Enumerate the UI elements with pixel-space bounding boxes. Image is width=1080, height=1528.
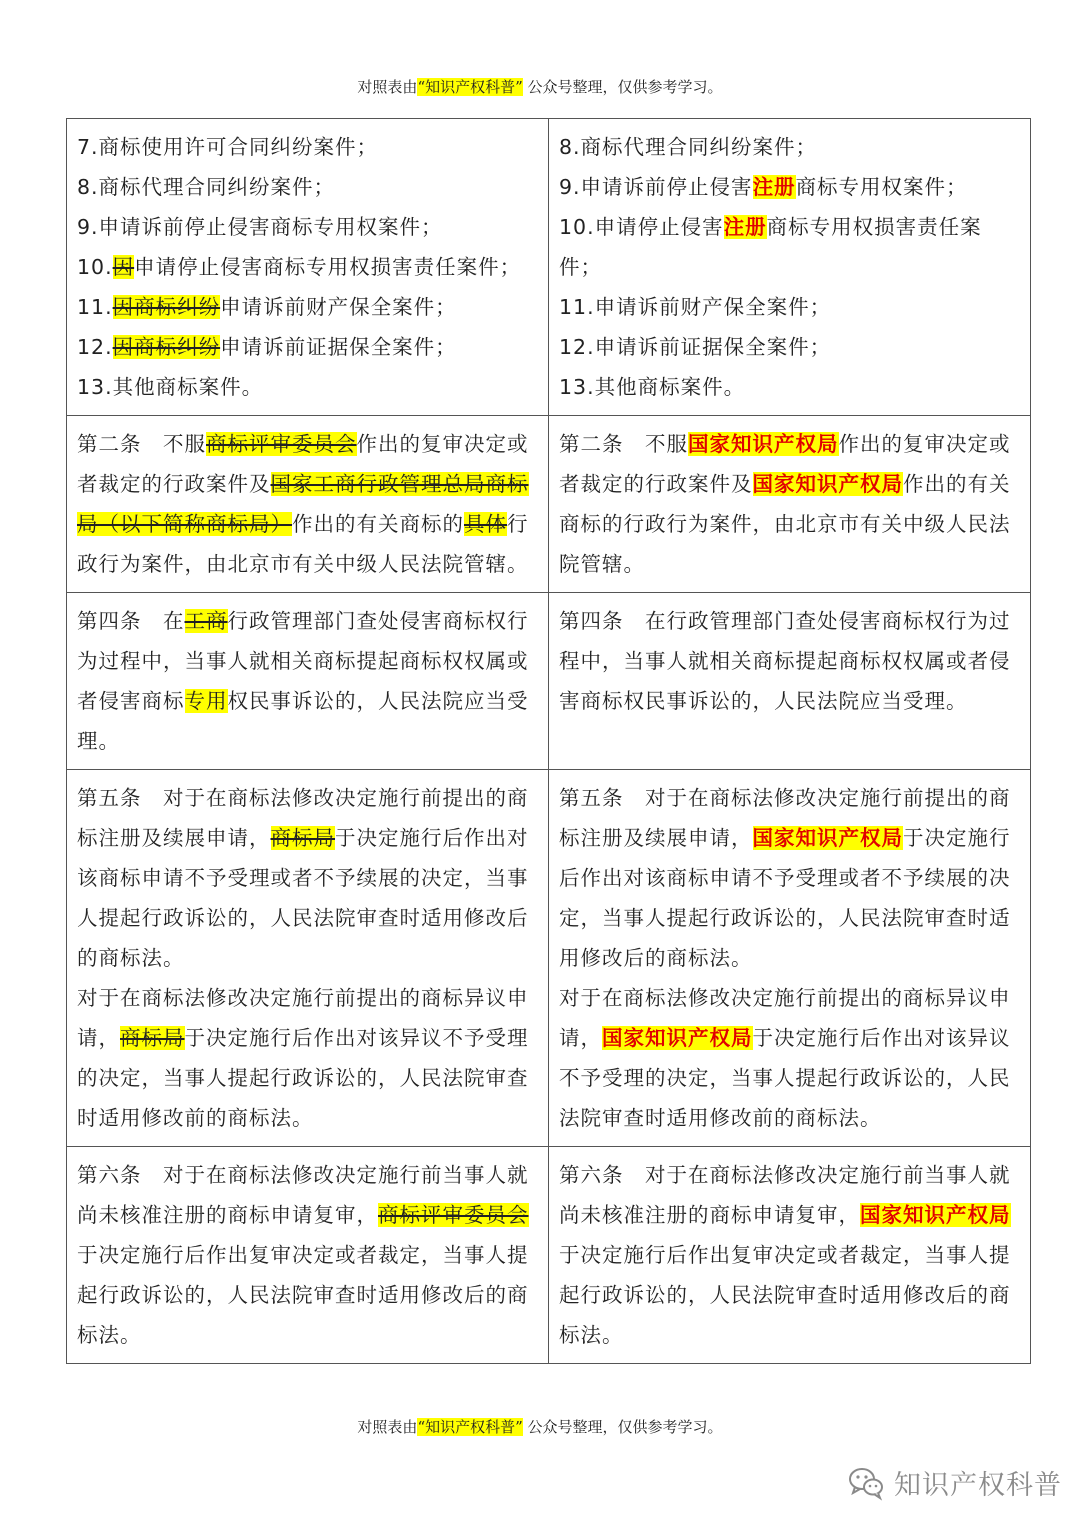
text-segment: 申请诉前财产保全案件；: [220, 295, 457, 319]
deleted-text: 商标局: [120, 1026, 185, 1050]
clause-paragraph: [77, 978, 538, 1138]
text-segment: 于决定施行后作出对该异议不予受理的决定，当事人提起行政诉讼的，人民法院审查时适用修改前的商标法。: [559, 1026, 1011, 1130]
text-segment: 对于在商标法修改决定施行前提出的商标异议申请，: [77, 986, 529, 1050]
clause-paragraph: [77, 1155, 538, 1355]
text-segment: 8.商标代理合同纠纷案件；: [559, 135, 818, 159]
new-text-cell: [549, 416, 1031, 593]
text-segment: 第四条 在: [77, 609, 185, 633]
page-footer: [0, 1416, 1080, 1437]
clause-paragraph: [77, 127, 538, 167]
clause-paragraph: [77, 424, 538, 584]
text-segment: 11.申请诉前财产保全案件；: [559, 295, 832, 319]
table-row: [67, 770, 1031, 1147]
text-segment: 10.申请停止侵害: [559, 215, 724, 239]
clause-paragraph: [559, 127, 1020, 167]
old-text-cell: [67, 1147, 549, 1364]
deleted-text: 具体: [464, 512, 507, 536]
old-text-cell: [67, 593, 549, 770]
deleted-text: 商标局: [270, 826, 335, 850]
text-segment: 9.申请诉前停止侵害: [559, 175, 753, 199]
clause-paragraph: [559, 978, 1020, 1138]
old-text-cell: [67, 119, 549, 416]
table-row: [67, 593, 1031, 770]
clause-paragraph: [77, 207, 538, 247]
text-segment: 第四条 在行政管理部门查处侵害商标权行为过程中，当事人就相关商标提起商标权权属或者侵害商标权民事诉讼的，人民法院应当受理。: [559, 609, 1011, 713]
clause-paragraph: [559, 167, 1020, 207]
text-segment: 第六条 对于在商标法修改决定施行前当事人就尚未核准注册的商标申请复审，: [559, 1163, 1011, 1227]
text-segment: 13.其他商标案件。: [77, 375, 264, 399]
footer-account-name: “知识产权科普”: [417, 1418, 523, 1436]
old-text-cell: [67, 416, 549, 593]
text-segment: 对于在商标法修改决定施行前提出的商标异议申请，: [559, 986, 1011, 1050]
deleted-text: 因商标纠纷: [112, 295, 221, 319]
text-segment: 行政行为案件，由北京市有关中级人民法院管辖。: [77, 512, 529, 576]
deleted-text: 商标评审委员会: [378, 1203, 529, 1227]
new-text-cell: [549, 1147, 1031, 1364]
text-segment: 第二条 不服: [559, 432, 688, 456]
clause-paragraph: [77, 167, 538, 207]
text-segment: 第五条 对于在商标法修改决定施行前提出的商标注册及续展申请，: [77, 786, 529, 850]
deleted-text: 商标评审委员会: [206, 432, 357, 456]
text-segment: 于决定施行后作出对该商标申请不予受理或者不予续展的决定，当事人提起行政诉讼的，人民法院审查时适用修改后的商标法。: [77, 826, 529, 970]
text-segment: 第六条 对于在商标法修改决定施行前当事人就尚未核准注册的商标申请复审，: [77, 1163, 529, 1227]
deleted-text: 国家工商行政管理总局商标局（以下简称商标局）: [77, 472, 529, 536]
clause-paragraph: [77, 247, 538, 287]
inserted-text: 国家知识产权局: [752, 826, 903, 850]
clause-paragraph: [77, 778, 538, 978]
text-segment: 于决定施行后作出复审决定或者裁定，当事人提起行政诉讼的，人民法院审查时适用修改后的商标法。: [77, 1243, 529, 1347]
table-row: [67, 119, 1031, 416]
highlighted-text: 专用: [184, 689, 228, 713]
text-segment: 7.商标使用许可合同纠纷案件；: [77, 135, 379, 159]
table-row: [67, 416, 1031, 593]
text-segment: 申请停止侵害商标专用权损害责任案件；: [134, 255, 522, 279]
text-segment: 11.: [77, 295, 113, 319]
text-segment: 商标专用权损害责任案件；: [559, 215, 982, 279]
old-text-cell: [67, 770, 549, 1147]
clause-paragraph: [559, 367, 1020, 407]
table-row: [67, 1147, 1031, 1364]
text-segment: 权民事诉讼的，人民法院应当受理。: [77, 689, 529, 753]
clause-paragraph: [559, 327, 1020, 367]
clause-paragraph: [77, 327, 538, 367]
inserted-text: 国家知识产权局: [602, 1026, 753, 1050]
text-segment: 作出的有关商标的行政行为案件，由北京市有关中级人民法院管辖。: [559, 472, 1011, 576]
watermark-text: 知识产权科普: [894, 1469, 1062, 1501]
deleted-text: 因: [112, 255, 135, 279]
text-segment: 13.其他商标案件。: [559, 375, 746, 399]
deleted-text: 工商: [184, 609, 228, 633]
header-account-name: “知识产权科普”: [417, 78, 523, 96]
header-pre: 对照表由: [357, 78, 418, 96]
text-segment: 12.申请诉前证据保全案件；: [559, 335, 832, 359]
text-segment: 作出的复审决定或者裁定的行政案件及: [77, 432, 529, 496]
text-segment: 作出的有关商标的: [292, 512, 464, 536]
inserted-text: 注册: [752, 175, 796, 199]
comparison-table: [66, 118, 1031, 1364]
clause-paragraph: [559, 778, 1020, 978]
inserted-text: 国家知识产权局: [860, 1203, 1011, 1227]
text-segment: 商标专用权案件；: [795, 175, 968, 199]
clause-paragraph: [559, 1155, 1020, 1355]
new-text-cell: [549, 593, 1031, 770]
deleted-text: 因商标纠纷: [112, 335, 221, 359]
clause-paragraph: [559, 424, 1020, 584]
clause-paragraph: [559, 207, 1020, 287]
clause-paragraph: [77, 287, 538, 327]
text-segment: 于决定施行后作出对该商标申请不予受理或者不予续展的决定，当事人提起行政诉讼的，人民法院审查时适用修改后的商标法。: [559, 826, 1011, 970]
text-segment: 行政管理部门查处侵害商标权行为过程中，当事人就相关商标提起商标权权属或者侵害商标: [77, 609, 529, 713]
text-segment: 第二条 不服: [77, 432, 206, 456]
header-post: 公众号整理，仅供参考学习。: [522, 78, 723, 96]
clause-paragraph: [77, 601, 538, 761]
text-segment: 12.: [77, 335, 113, 359]
text-segment: 第五条 对于在商标法修改决定施行前提出的商标注册及续展申请，: [559, 786, 1011, 850]
footer-post: 公众号整理，仅供参考学习。: [522, 1418, 723, 1436]
clause-paragraph: [559, 601, 1020, 721]
wechat-icon: [846, 1462, 886, 1502]
footer-pre: 对照表由: [357, 1418, 418, 1436]
text-segment: 于决定施行后作出复审决定或者裁定，当事人提起行政诉讼的，人民法院审查时适用修改后的商标法。: [559, 1243, 1011, 1347]
page-header: [0, 76, 1080, 97]
inserted-text: 国家知识产权局: [752, 472, 903, 496]
text-segment: 作出的复审决定或者裁定的行政案件及: [559, 432, 1011, 496]
new-text-cell: [549, 119, 1031, 416]
clause-paragraph: [559, 287, 1020, 327]
clause-paragraph: [77, 367, 538, 407]
inserted-text: 注册: [723, 215, 767, 239]
text-segment: 申请诉前证据保全案件；: [220, 335, 457, 359]
text-segment: 10.: [77, 255, 113, 279]
text-segment: 8.商标代理合同纠纷案件；: [77, 175, 336, 199]
watermark: [846, 1457, 1062, 1507]
text-segment: 9.申请诉前停止侵害商标专用权案件；: [77, 215, 443, 239]
new-text-cell: [549, 770, 1031, 1147]
inserted-text: 国家知识产权局: [688, 432, 839, 456]
text-segment: 于决定施行后作出对该异议不予受理的决定，当事人提起行政诉讼的，人民法院审查时适用修改前的商标法。: [77, 1026, 529, 1130]
